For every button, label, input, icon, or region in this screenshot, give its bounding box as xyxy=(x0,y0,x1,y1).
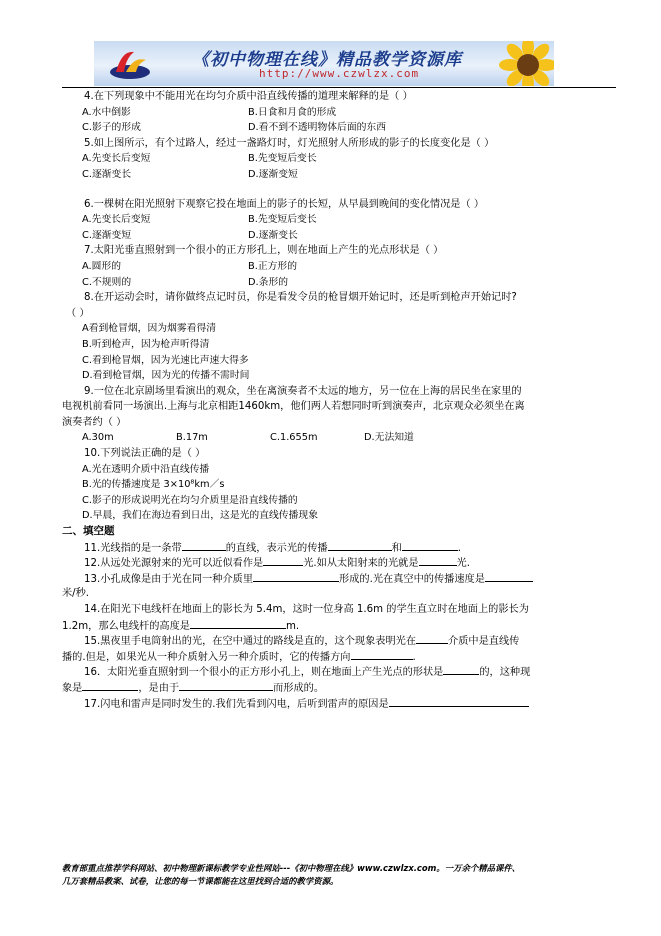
fill-text: 光.如从太阳射来的光就是 xyxy=(303,558,419,570)
fill-text: 15.黑夜里手电筒射出的光，在空中通过的路线是直的，这个现象表明光在 xyxy=(84,636,417,648)
question-stem: 10.下列说法正确的是（ ） xyxy=(84,448,206,460)
fill-text: . xyxy=(457,542,462,554)
options-row xyxy=(62,430,620,446)
fill-text: ，是由于 xyxy=(138,682,180,694)
fill-question xyxy=(62,664,620,680)
options-row xyxy=(62,151,620,167)
spacer xyxy=(62,183,620,197)
banner-url[interactable]: http://www.czwlzx.com xyxy=(259,67,420,80)
options-row xyxy=(62,275,620,291)
fill-question-continued: 米/秒. xyxy=(62,588,90,600)
fill-question xyxy=(62,696,620,712)
option-b: B.先变短后变长 xyxy=(248,214,317,226)
fill-text: . xyxy=(412,651,416,663)
blank[interactable] xyxy=(179,680,273,691)
footer xyxy=(62,862,622,888)
fill-text: 和 xyxy=(391,542,402,554)
options-row xyxy=(62,167,620,183)
option-b: B.日食和月食的形成 xyxy=(248,106,337,118)
option-c: C.逐渐变长 xyxy=(82,168,132,180)
fill-question xyxy=(62,555,620,571)
fill-text: 的直线，表示光的传播 xyxy=(225,542,328,554)
blank[interactable] xyxy=(253,571,339,582)
site-logo xyxy=(108,46,152,82)
option-a: A.水中倒影 xyxy=(82,106,131,118)
fill-text: 17.闪电和雷声是同时发生的.我们先看到闪电，后听到雷声的原因是 xyxy=(84,698,389,710)
blank[interactable] xyxy=(443,664,479,675)
fill-text: 的，这种现 xyxy=(479,667,531,679)
fill-text: 介质中是直线传 xyxy=(448,636,520,648)
fill-text: 播的.但是，如果光从一种介质射入另一种介质时，它的传播方向 xyxy=(62,651,351,663)
section-title: 二、填空题 xyxy=(62,525,115,538)
blank[interactable] xyxy=(402,540,458,551)
fill-text: 13.小孔成像是由于光在同一种介质里 xyxy=(84,573,254,585)
option-c: C.看到枪冒烟，因为光速比声速大得多 xyxy=(82,354,249,366)
option-a: A.先变长后变短 xyxy=(82,214,151,226)
question-stem: 5.如上图所示，有个过路人，经过一盏路灯时，灯光照射人所形成的影子的长度变化是（ ） xyxy=(84,137,495,149)
option-d: D.条形的 xyxy=(248,276,289,288)
option-c: C.1.655m xyxy=(270,432,318,444)
fill-question xyxy=(62,571,620,587)
options-row xyxy=(62,105,620,121)
option-d: D.看到枪冒烟，因为光的传播不需时间 xyxy=(82,370,250,382)
option-a: A看到枪冒烟，因为烟雾看得清 xyxy=(82,323,217,335)
header-banner xyxy=(94,41,554,86)
option-d: D.看不到不透明物体后面的东西 xyxy=(248,122,387,134)
question-stem: 4.在下列现象中不能用光在均匀介质中沿直线传播的道理来解释的是（ ） xyxy=(84,91,413,102)
option-d: D.逐渐变长 xyxy=(248,229,298,241)
blank[interactable] xyxy=(328,540,392,551)
fill-question-continued xyxy=(62,680,620,696)
worksheet-body xyxy=(62,89,620,711)
options-row xyxy=(62,228,620,244)
question-stem: 8.在开运动会时，请你做终点记时员，你是看发令员的枪冒烟开始记时，还是听到枪声开始记时? xyxy=(84,292,517,304)
fill-text: 1.2m，那么电线杆的高度是 xyxy=(62,620,190,632)
option-a: A.光在透明介质中沿直线传播 xyxy=(82,463,210,475)
fill-text: 11.光线指的是一条带 xyxy=(84,542,182,554)
option-d: D.逐渐变短 xyxy=(248,168,298,180)
option-b: B.听到枪声，因为枪声听得清 xyxy=(82,338,210,350)
blank[interactable] xyxy=(182,540,226,551)
options-row xyxy=(62,120,620,136)
blank[interactable] xyxy=(485,571,533,582)
blank[interactable] xyxy=(351,649,413,660)
fill-text: 而形成的。 xyxy=(273,682,325,694)
question-stem: 9.一位在北京剧场里看演出的观众，坐在离演奏者不太远的地方，另一位在上海的居民坐在家里的 xyxy=(84,385,522,397)
option-c: C.影子的形成说明光在均匀介质里是沿直线传播的 xyxy=(82,494,298,506)
blank[interactable] xyxy=(416,633,448,644)
options-row xyxy=(62,212,620,228)
option-c: C.逐渐变短 xyxy=(82,229,132,241)
blank[interactable] xyxy=(263,555,303,566)
fill-question xyxy=(62,633,620,649)
question-stem-continued: 演奏者约（ ） xyxy=(62,416,127,428)
option-b: B.正方形的 xyxy=(248,260,298,272)
question-stem-continued: （ ） xyxy=(66,307,90,319)
question-stem-continued: 电视机前看同一场演出.上海与北京相距1460km，他们两人若想同时听到演奏声，北京观众必须坐在离 xyxy=(62,401,525,413)
option-a: A.先变长后变短 xyxy=(82,153,151,165)
option-d: D.早晨，我们在海边看到日出，这是光的直线传播现象 xyxy=(82,510,318,522)
fill-text: 象是 xyxy=(62,682,83,694)
options-row xyxy=(62,259,620,275)
banner-title: 《初中物理在线》精品教学资源库 xyxy=(192,50,462,70)
blank[interactable] xyxy=(389,696,529,707)
option-b: B.光的传播速度是 3×10⁸km／s xyxy=(82,479,225,491)
fill-text: 16．太阳光垂直照射到一个很小的正方形小孔上，则在地面上产生光点的形状是 xyxy=(84,667,444,679)
fill-text: 形成的.光在真空中的传播速度是 xyxy=(339,573,485,585)
question-stem: 7.太阳光垂直照射到一个很小的正方形孔上，则在地面上产生的光点形状是（ ） xyxy=(84,245,444,257)
question-stem: 6.一棵树在阳光照射下观察它投在地面上的影子的长短，从早晨到晚间的变化情况是（ ） xyxy=(84,198,485,210)
fill-text: 12.从远处光源射来的光可以近似看作是 xyxy=(84,558,264,570)
sunflower-icon xyxy=(498,41,554,86)
option-c: C.不规则的 xyxy=(82,276,132,288)
footer-line: 教育部重点推荐学科网站、初中物理新课标教学专业性网站---《初中物理在线》www.czwlzx.com。一万余个精品课件、 xyxy=(62,863,521,873)
option-a: A.圆形的 xyxy=(82,260,122,272)
option-c: C.影子的形成 xyxy=(82,122,141,134)
option-a: A.30m xyxy=(82,432,114,444)
option-b: B.先变短后变长 xyxy=(248,153,317,165)
option-b: B.17m xyxy=(176,432,208,444)
fill-question xyxy=(62,540,620,556)
blank[interactable] xyxy=(82,680,138,691)
fill-text: 光. xyxy=(456,558,470,570)
header-divider xyxy=(62,87,616,88)
fill-question: 14.在阳光下电线杆在地面上的影长为 5.4m，这时一位身高 1.6m 的学生直立时在地面上的影长为 xyxy=(84,604,529,615)
option-d: D.无法知道 xyxy=(364,432,414,444)
fill-text: m. xyxy=(286,620,300,632)
fill-question-continued xyxy=(62,649,620,665)
blank[interactable] xyxy=(190,618,286,629)
fill-question-continued xyxy=(62,618,620,634)
footer-line: 几万套精品教案、试卷，让您的每一节课都能在这里找到合适的教学资源。 xyxy=(62,876,339,886)
blank[interactable] xyxy=(419,555,457,566)
